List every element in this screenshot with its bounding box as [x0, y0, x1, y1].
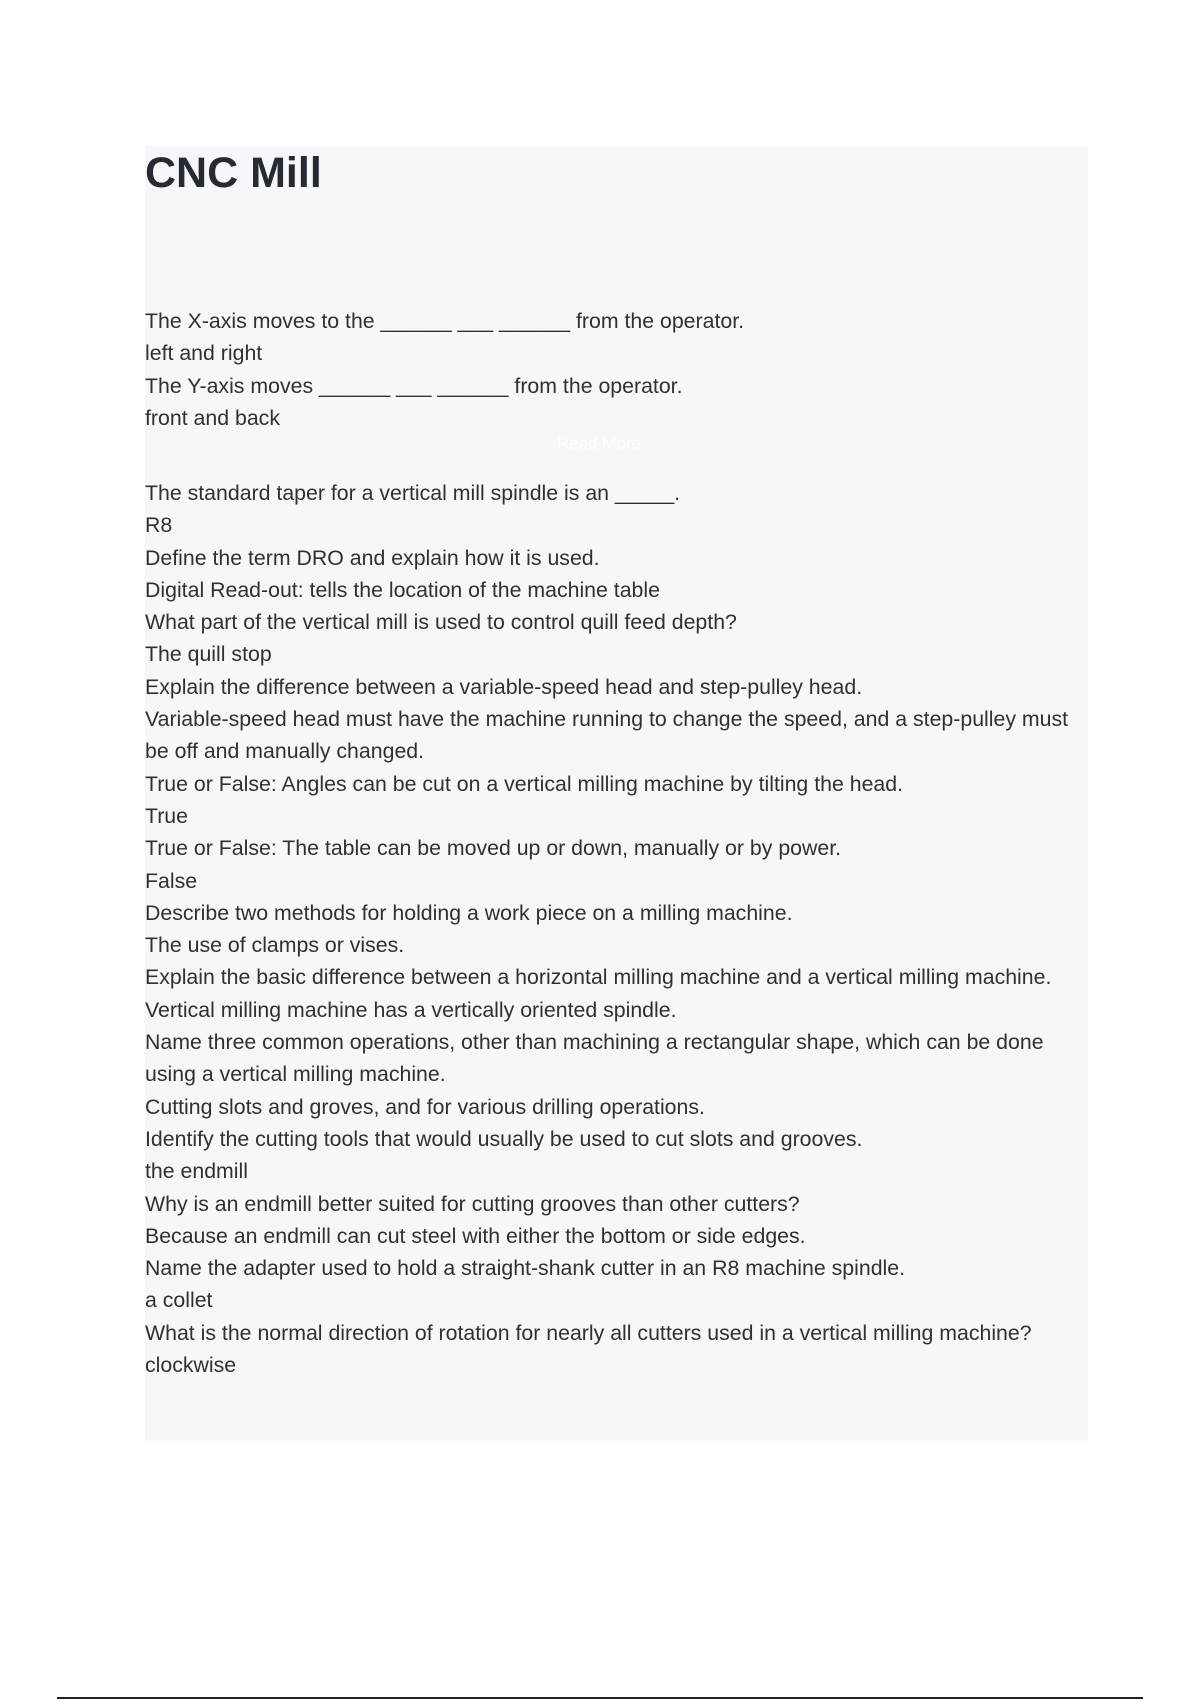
qa-line: Why is an endmill better suited for cutting grooves than other cutters? [145, 1191, 800, 1216]
qa-line: Name the adapter used to hold a straight-shank cutter in an R8 machine spindle. [145, 1256, 906, 1281]
qa-line: Vertical milling machine has a vertically oriented spindle. [145, 997, 677, 1022]
qa-line: Cutting slots and groves, and for various drilling operations. [145, 1094, 705, 1119]
qa-line: Describe two methods for holding a work piece on a milling machine. [145, 900, 793, 925]
qa-block-main [145, 477, 1088, 1381]
qa-line: True or False: Angles can be cut on a vertical milling machine by tilting the head. [145, 771, 904, 796]
page-title: CNC Mill [145, 149, 322, 197]
qa-line: R8 [145, 513, 173, 538]
qa-line: the endmill [145, 1159, 248, 1184]
qa-line: a collet [145, 1288, 213, 1313]
qa-line: What is the normal direction of rotation for nearly all cutters used in a vertical milling machine? [145, 1320, 1032, 1345]
qa-line: False [145, 868, 198, 893]
qa-line: True [145, 803, 188, 828]
qa-line: Name three common operations, other than machining a rectangular shape, which can be done using a vertical milling machine. [145, 1030, 1044, 1087]
read-more-link[interactable]: Read More [557, 434, 642, 453]
qa-line: left and right [145, 341, 263, 366]
qa-line: Because an endmill can cut steel with either the bottom or side edges. [145, 1223, 806, 1248]
qa-line: The X-axis moves to the ______ ___ ______ from the operator. [145, 309, 745, 333]
qa-line: The quill stop [145, 642, 272, 667]
document-card [145, 146, 1088, 1441]
qa-line: clockwise [145, 1353, 237, 1378]
footer-divider [57, 1697, 1143, 1699]
qa-line: Identify the cutting tools that would usually be used to cut slots and grooves. [145, 1126, 863, 1151]
qa-line: Digital Read-out: tells the location of the machine table [145, 577, 660, 602]
qa-line: The use of clamps or vises. [145, 933, 405, 958]
qa-line: True or False: The table can be moved up or down, manually or by power. [145, 836, 842, 861]
qa-line: Define the term DRO and explain how it is used. [145, 545, 600, 570]
qa-line: The standard taper for a vertical mill spindle is an _____. [145, 481, 681, 505]
qa-line: Variable-speed head must have the machine running to change the speed, and a step-pulley must be off and manually changed. [145, 707, 1069, 764]
qa-line: front and back [145, 405, 280, 430]
qa-line: What part of the vertical mill is used to control quill feed depth? [145, 610, 737, 635]
qa-line: The Y-axis moves ______ ___ ______ from the operator. [145, 373, 683, 398]
qa-line: Explain the basic difference between a horizontal milling machine and a vertical milling machine. [145, 965, 1052, 990]
qa-block-intro [145, 305, 1088, 434]
qa-line: Explain the difference between a variable-speed head and step-pulley head. [145, 674, 863, 699]
